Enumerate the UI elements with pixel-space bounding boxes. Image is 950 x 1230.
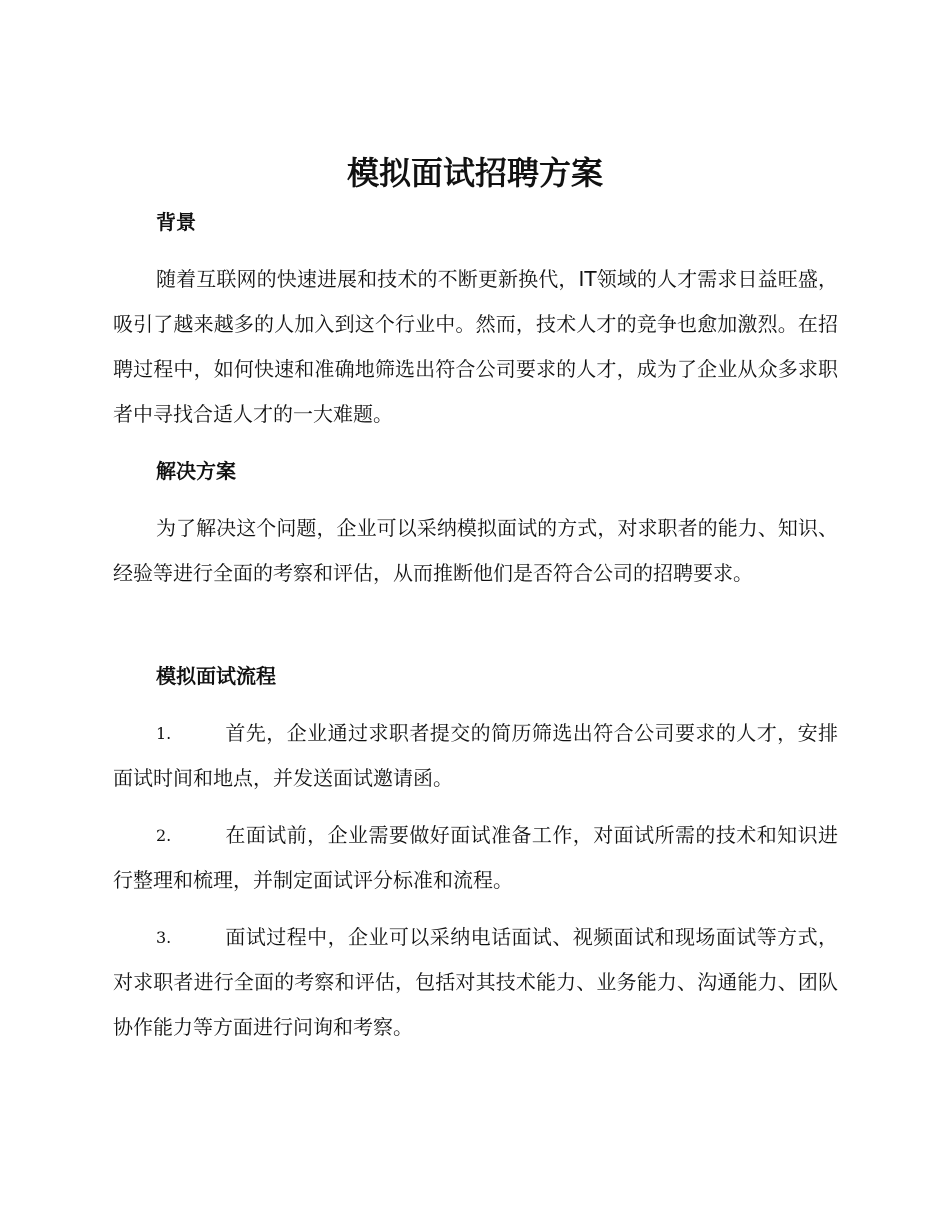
list-item-number: 1. [156,724,172,743]
list-item-text: 面试过程中，企业可以采纳电话面试、视频面试和现场面试等方式，对求职者进行全面的考察和评估，包括对其技术能力、业务能力、沟通能力、团队协作能力等方面进行问询和考察。 [113,925,838,1039]
list-item-text: 首先，企业通过求职者提交的简历筛选出符合公司要求的人才，安排面试时间和地点，并发送面试邀请函。 [113,721,838,790]
background-paragraph: 随着互联网的快速进展和技术的不断更新换代，IT领域的人才需求日益旺盛，吸引了越来越多的人加入到这个行业中。然而，技术人才的竞争也愈加激烈。在招聘过程中，如何快速和准确地筛选出符合公司要求的人才，成为了企业从众多求职者中寻找合适人才的一大难题。 [113,267,838,426]
document-title: 模拟面试招聘方案 [346,154,603,192]
process-list-item [113,813,838,903]
list-item-text: 在面试前，企业需要做好面试准备工作，对面试所需的技术和知识进行整理和梳理，并制定面试评分标准和流程。 [113,823,838,892]
list-item-number: 2. [156,826,172,845]
section-heading-process: 模拟面试流程 [156,664,276,688]
solution-paragraph: 为了解决这个问题，企业可以采纳模拟面试的方式，对求职者的能力、知识、经验等进行全面的考察和评估，从而推断他们是否符合公司的招聘要求。 [113,516,838,585]
process-list-item [113,915,838,1050]
list-item-number: 3. [156,928,172,947]
section-heading-solution: 解决方案 [156,459,236,483]
section-heading-background: 背景 [156,210,196,234]
process-list-item [113,711,838,801]
